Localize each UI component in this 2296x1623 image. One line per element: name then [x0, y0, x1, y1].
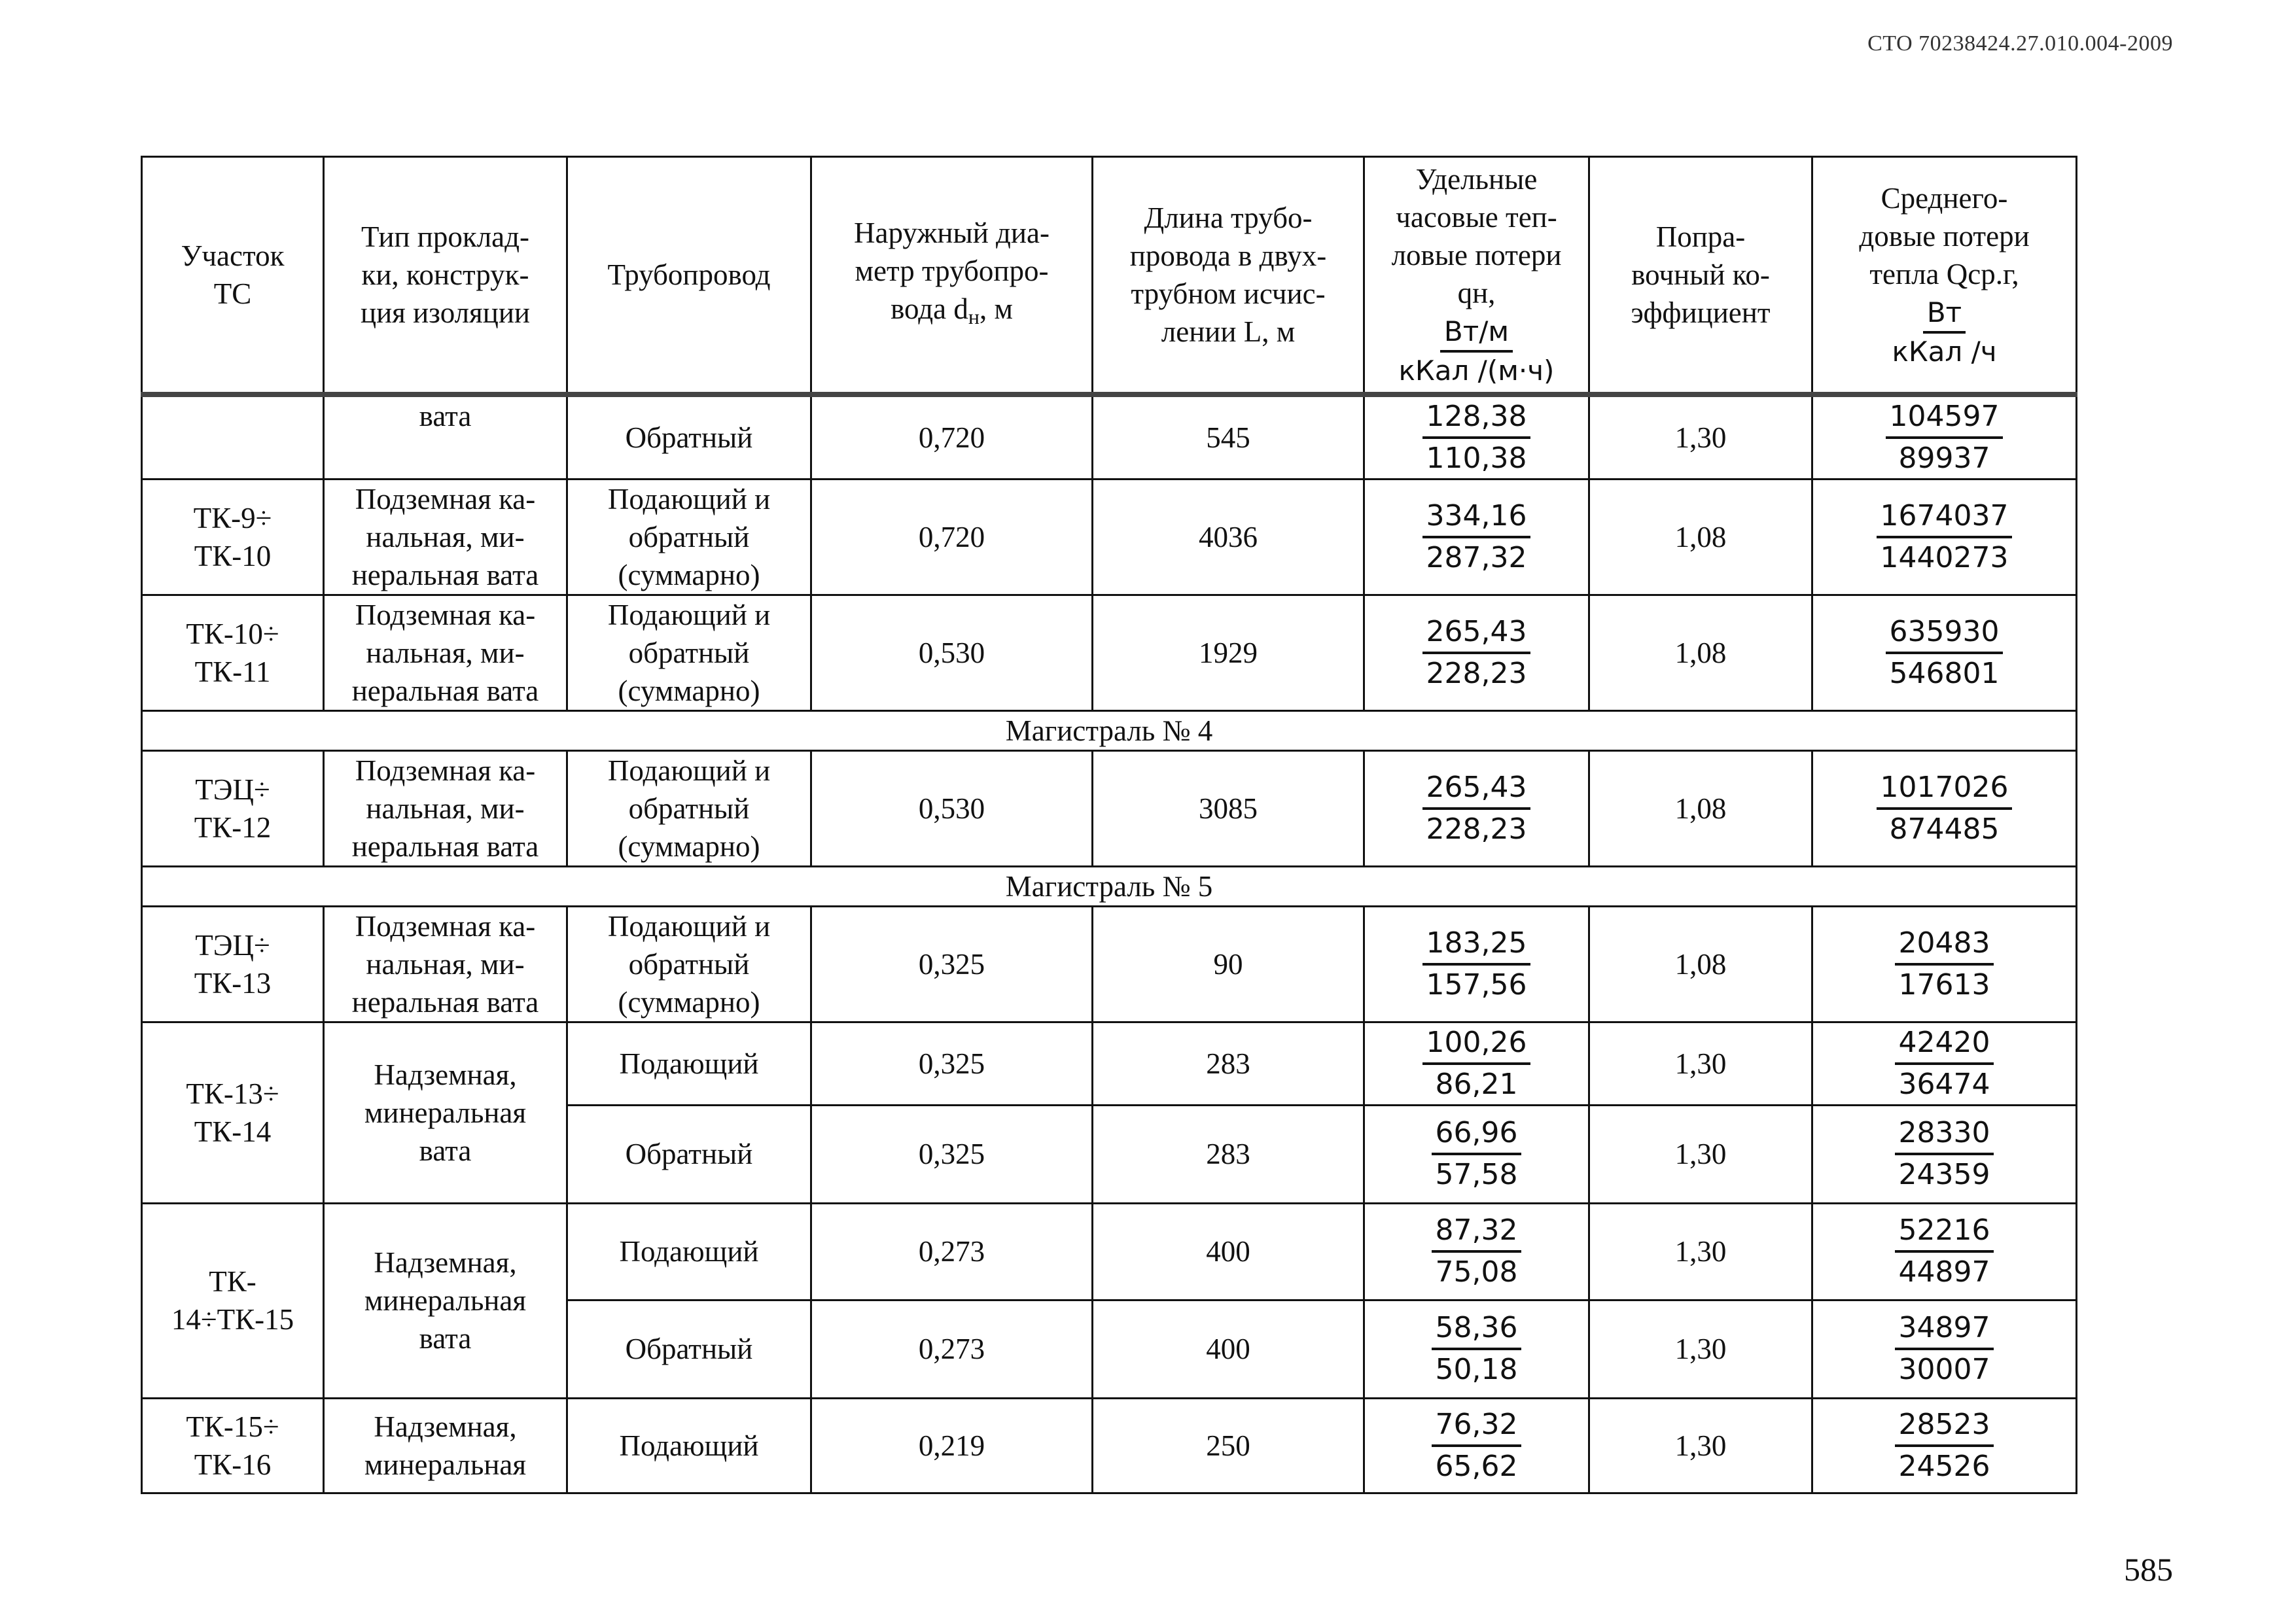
- cell-line: неральная вата: [351, 674, 539, 707]
- cell-pipeline: Обратный: [567, 394, 811, 480]
- cell-line: Подземная ка-: [355, 598, 536, 631]
- cell-line: неральная вата: [351, 558, 539, 591]
- value-kcal: 157,56: [1426, 968, 1527, 1002]
- cell-line: вата: [419, 1322, 472, 1355]
- document-code: СТО 70238424.27.010.004-2009: [1867, 31, 2173, 56]
- cell-line: (суммарно): [618, 558, 760, 591]
- value-kcal: 75,08: [1435, 1255, 1518, 1289]
- cell-correction: 1,30: [1589, 1300, 1812, 1398]
- value-wm: 265,43: [1422, 768, 1531, 810]
- cell-pipeline: Подающий: [567, 1203, 811, 1300]
- value-wm: 183,25: [1422, 924, 1531, 966]
- cell-line: ТК-12: [194, 811, 272, 844]
- cell-line: ТК-10: [194, 539, 272, 572]
- fraction: [1886, 612, 2004, 693]
- cell-length: 3085: [1093, 750, 1364, 866]
- header-line: ки, конструк-: [361, 258, 529, 291]
- value-wm: 66,96: [1432, 1113, 1522, 1155]
- header-subscript: н: [968, 304, 980, 328]
- cell-line: обратный: [628, 520, 750, 553]
- cell-specific-loss: [1364, 1105, 1589, 1203]
- cell-pipeline: [567, 906, 811, 1022]
- cell-line: ТК-15÷: [186, 1410, 279, 1443]
- cell-laying-type: [324, 750, 567, 866]
- cell-line: минеральная: [364, 1448, 527, 1481]
- cell-pipeline: Обратный: [567, 1105, 811, 1203]
- cell-specific-loss: [1364, 750, 1589, 866]
- section-title: Магистраль № 5: [142, 866, 2077, 906]
- cell-annual-loss: [1812, 394, 2077, 480]
- header-line: , м: [979, 292, 1013, 325]
- cell-line: нальная, ми-: [366, 947, 525, 981]
- cell-diameter: 0,720: [811, 394, 1093, 480]
- cell-laying-type: [324, 1022, 567, 1203]
- value-wm: 58,36: [1432, 1308, 1522, 1350]
- fraction: [1895, 1308, 1994, 1389]
- header-line: Длина трубо-: [1144, 201, 1313, 234]
- fraction: [1422, 1023, 1531, 1104]
- cell-line: Подающий и: [607, 598, 771, 631]
- fraction: [1895, 924, 1994, 1005]
- cell-diameter: 0,325: [811, 1022, 1093, 1105]
- cell-pipeline: [567, 479, 811, 595]
- cell-line: минеральная: [364, 1096, 527, 1129]
- cell-annual-loss: [1812, 595, 2077, 710]
- cell-annual-loss: [1812, 906, 2077, 1022]
- cell-annual-loss: [1812, 479, 2077, 595]
- cell-annual-loss: [1812, 1203, 2077, 1300]
- value-w: 28523: [1895, 1405, 1994, 1447]
- table-row: [142, 394, 2077, 480]
- unit-denominator: кКал /ч: [1892, 335, 1997, 368]
- table-row: [142, 595, 2077, 710]
- fraction: [1886, 397, 2004, 478]
- value-kcal: 44897: [1898, 1255, 1990, 1289]
- cell-length: 4036: [1093, 479, 1364, 595]
- value-wm: 265,43: [1422, 612, 1531, 654]
- fraction: [1895, 1023, 1994, 1104]
- cell-text: вата: [419, 399, 472, 432]
- cell-line: (суммарно): [618, 985, 760, 1019]
- header-line: qн,: [1457, 276, 1496, 309]
- cell-pipeline: [567, 595, 811, 710]
- value-kcal: 36474: [1898, 1067, 1990, 1101]
- col-header-outer-diameter: [811, 157, 1093, 394]
- cell-laying-type: [324, 1398, 567, 1493]
- col-header-laying-type: [324, 157, 567, 394]
- value-wm: 128,38: [1422, 397, 1531, 439]
- table-row: [142, 479, 2077, 595]
- cell-section: [142, 479, 324, 595]
- cell-pipeline: Подающий: [567, 1022, 811, 1105]
- cell-line: обратный: [628, 792, 750, 825]
- cell-line: обратный: [628, 636, 750, 669]
- cell-correction: 1,08: [1589, 750, 1812, 866]
- col-header-length: [1093, 157, 1364, 394]
- cell-specific-loss: [1364, 1300, 1589, 1398]
- cell-line: неральная вата: [351, 829, 539, 863]
- cell-section: [142, 595, 324, 710]
- cell-line: (суммарно): [618, 674, 760, 707]
- cell-line: обратный: [628, 947, 750, 981]
- fraction: [1422, 768, 1531, 849]
- cell-laying-type: [324, 479, 567, 595]
- cell-diameter: 0,273: [811, 1203, 1093, 1300]
- cell-line: Надземная,: [374, 1410, 517, 1443]
- cell-line: нальная, ми-: [366, 792, 525, 825]
- cell-specific-loss: [1364, 1398, 1589, 1493]
- section-row: [142, 710, 2077, 750]
- cell-line: (суммарно): [618, 829, 760, 863]
- cell-line: ТК-: [209, 1265, 256, 1298]
- cell-line: Подземная ка-: [355, 482, 536, 515]
- value-kcal: 24526: [1898, 1449, 1990, 1483]
- value-kcal: 17613: [1898, 968, 1990, 1002]
- header-line: провода в двух-: [1129, 239, 1327, 272]
- header-line: Участок: [181, 239, 285, 272]
- fraction: [1895, 1113, 1994, 1195]
- unit-numerator: Вт/м: [1440, 313, 1513, 353]
- value-kcal: 1440273: [1880, 540, 2009, 574]
- cell-pipeline: Обратный: [567, 1300, 811, 1398]
- cell-pipeline: [567, 750, 811, 866]
- fraction: [1422, 497, 1531, 578]
- header-line: довые потери: [1859, 219, 2030, 253]
- cell-line: Подающий и: [607, 909, 771, 943]
- value-w: 28330: [1895, 1113, 1994, 1155]
- value-w: 34897: [1895, 1308, 1994, 1350]
- table-row: [142, 1203, 2077, 1300]
- cell-diameter: 0,530: [811, 750, 1093, 866]
- header-line: трубном исчис-: [1131, 277, 1326, 310]
- fraction: [1432, 1113, 1522, 1195]
- header-line: ТС: [213, 277, 252, 310]
- table-row: [142, 1022, 2077, 1105]
- cell-line: 14÷ТК-15: [171, 1303, 294, 1336]
- cell-line: Подземная ка-: [355, 909, 536, 943]
- cell-section: [142, 750, 324, 866]
- cell-length: 250: [1093, 1398, 1364, 1493]
- cell-line: ТК-13: [194, 966, 272, 1000]
- cell-annual-loss: [1812, 1022, 2077, 1105]
- cell-correction: 1,30: [1589, 1203, 1812, 1300]
- value-kcal: 228,23: [1426, 656, 1527, 690]
- value-kcal: 110,38: [1426, 441, 1527, 475]
- cell-line: Надземная,: [374, 1058, 517, 1091]
- value-kcal: 287,32: [1426, 540, 1527, 574]
- cell-length: 1929: [1093, 595, 1364, 710]
- cell-pipeline: Подающий: [567, 1398, 811, 1493]
- col-header-pipeline: [567, 157, 811, 394]
- cell-correction: 1,30: [1589, 1022, 1812, 1105]
- value-wm: 334,16: [1422, 497, 1531, 538]
- value-w: 52216: [1895, 1211, 1994, 1253]
- value-w: 1017026: [1877, 768, 2013, 810]
- cell-line: ТК-14: [194, 1115, 272, 1148]
- value-w: 20483: [1895, 924, 1994, 966]
- cell-section: [142, 906, 324, 1022]
- cell-specific-loss: [1364, 1203, 1589, 1300]
- header-line: ловые потери: [1391, 238, 1562, 271]
- value-w: 42420: [1895, 1023, 1994, 1065]
- col-header-correction-factor: [1589, 157, 1812, 394]
- cell-diameter: 0,530: [811, 595, 1093, 710]
- cell-correction: 1,08: [1589, 906, 1812, 1022]
- cell-section: [142, 1398, 324, 1493]
- value-kcal: 86,21: [1435, 1067, 1518, 1101]
- cell-laying-type: [324, 394, 567, 480]
- cell-line: ТК-16: [194, 1448, 272, 1481]
- value-kcal: 50,18: [1435, 1353, 1518, 1386]
- cell-laying-type: [324, 906, 567, 1022]
- cell-line: минеральная: [364, 1284, 527, 1317]
- fraction: [1422, 612, 1531, 693]
- header-line: Удельные: [1415, 162, 1538, 196]
- value-wm: 87,32: [1432, 1211, 1522, 1253]
- header-unit-fraction: [1396, 313, 1557, 389]
- cell-section: [142, 1022, 324, 1203]
- cell-correction: 1,08: [1589, 595, 1812, 710]
- value-wm: 76,32: [1432, 1405, 1522, 1447]
- header-line: метр трубопро-: [855, 254, 1049, 287]
- value-w: 104597: [1886, 397, 2004, 439]
- cell-line: Подающий и: [607, 482, 771, 515]
- cell-line: ТК-10÷: [186, 617, 279, 650]
- value-kcal: 228,23: [1426, 812, 1527, 846]
- value-kcal: 874485: [1889, 812, 2000, 846]
- cell-correction: 1,30: [1589, 1105, 1812, 1203]
- cell-section: [142, 1203, 324, 1398]
- cell-line: Подземная ка-: [355, 754, 536, 787]
- cell-annual-loss: [1812, 1398, 2077, 1493]
- value-kcal: 546801: [1889, 656, 2000, 690]
- cell-line: неральная вата: [351, 985, 539, 1019]
- value-kcal: 57,58: [1435, 1158, 1518, 1191]
- cell-diameter: 0,325: [811, 1105, 1093, 1203]
- cell-length: 545: [1093, 394, 1364, 480]
- cell-specific-loss: [1364, 1022, 1589, 1105]
- unit-numerator: Вт: [1923, 294, 1966, 334]
- fraction: [1895, 1211, 1994, 1292]
- table-row: [142, 1398, 2077, 1493]
- table-row: [142, 906, 2077, 1022]
- cell-diameter: 0,720: [811, 479, 1093, 595]
- cell-diameter: 0,273: [811, 1300, 1093, 1398]
- cell-length: 90: [1093, 906, 1364, 1022]
- cell-annual-loss: [1812, 1105, 2077, 1203]
- header-line: Наружный диа-: [854, 216, 1050, 249]
- fraction: [1895, 1405, 1994, 1486]
- header-unit-fraction: [1889, 294, 1999, 370]
- section-row: [142, 866, 2077, 906]
- header-row: [142, 157, 2077, 394]
- cell-line: ТЭЦ÷: [195, 773, 270, 806]
- value-kcal: 65,62: [1435, 1449, 1518, 1483]
- cell-specific-loss: [1364, 394, 1589, 480]
- header-line: Тип проклад-: [361, 220, 530, 253]
- value-kcal: 89937: [1898, 441, 1990, 475]
- fraction: [1877, 768, 2013, 849]
- header-line: тепла Qср.г,: [1869, 257, 2019, 290]
- cell-line: Надземная,: [374, 1246, 517, 1279]
- cell-length: 283: [1093, 1105, 1364, 1203]
- fraction: [1432, 1211, 1522, 1292]
- cell-specific-loss: [1364, 479, 1589, 595]
- cell-line: ТК-9÷: [193, 501, 272, 534]
- cell-line: ТК-13÷: [186, 1077, 279, 1110]
- fraction: [1877, 497, 2013, 578]
- header-line: Попра-: [1655, 220, 1746, 253]
- cell-diameter: 0,325: [811, 906, 1093, 1022]
- cell-correction: 1,08: [1589, 479, 1812, 595]
- cell-line: ТЭЦ÷: [195, 928, 270, 962]
- cell-specific-loss: [1364, 595, 1589, 710]
- cell-correction: 1,30: [1589, 394, 1812, 480]
- col-header-section: [142, 157, 324, 394]
- unit-denominator: кКал /(м·ч): [1398, 354, 1555, 387]
- fraction: [1432, 1308, 1522, 1389]
- col-header-specific-losses: [1364, 157, 1589, 394]
- cell-section: [142, 394, 324, 480]
- cell-length: 400: [1093, 1203, 1364, 1300]
- header-line: Трубопровод: [607, 258, 771, 291]
- section-title: Магистраль № 4: [142, 710, 2077, 750]
- header-line: лении L, м: [1161, 315, 1296, 348]
- header-line: часовые теп-: [1396, 200, 1557, 234]
- cell-specific-loss: [1364, 906, 1589, 1022]
- cell-diameter: 0,219: [811, 1398, 1093, 1493]
- table-row: [142, 750, 2077, 866]
- cell-laying-type: [324, 595, 567, 710]
- cell-line: ТК-11: [194, 655, 271, 688]
- heat-loss-table: [141, 156, 2077, 1494]
- fraction: [1422, 924, 1531, 1005]
- value-wm: 100,26: [1422, 1023, 1531, 1065]
- header-line: вода d: [891, 292, 968, 325]
- header-line: эффициент: [1631, 296, 1771, 329]
- cell-length: 283: [1093, 1022, 1364, 1105]
- value-kcal: 24359: [1898, 1158, 1990, 1191]
- header-line: вочный ко-: [1631, 258, 1770, 291]
- header-line: Среднего-: [1881, 181, 2008, 215]
- cell-line: Подающий и: [607, 754, 771, 787]
- cell-line: нальная, ми-: [366, 520, 525, 553]
- fraction: [1432, 1405, 1522, 1486]
- cell-laying-type: [324, 1203, 567, 1398]
- value-kcal: 30007: [1898, 1353, 1990, 1386]
- cell-correction: 1,30: [1589, 1398, 1812, 1493]
- fraction: [1422, 397, 1531, 478]
- cell-annual-loss: [1812, 1300, 2077, 1398]
- page-number: 585: [2124, 1551, 2173, 1588]
- header-line: ция изоляции: [360, 296, 530, 329]
- value-w: 635930: [1886, 612, 2004, 654]
- cell-line: вата: [419, 1134, 472, 1167]
- col-header-annual-losses: [1812, 157, 2077, 394]
- cell-line: нальная, ми-: [366, 636, 525, 669]
- cell-annual-loss: [1812, 750, 2077, 866]
- value-w: 1674037: [1877, 497, 2013, 538]
- cell-length: 400: [1093, 1300, 1364, 1398]
